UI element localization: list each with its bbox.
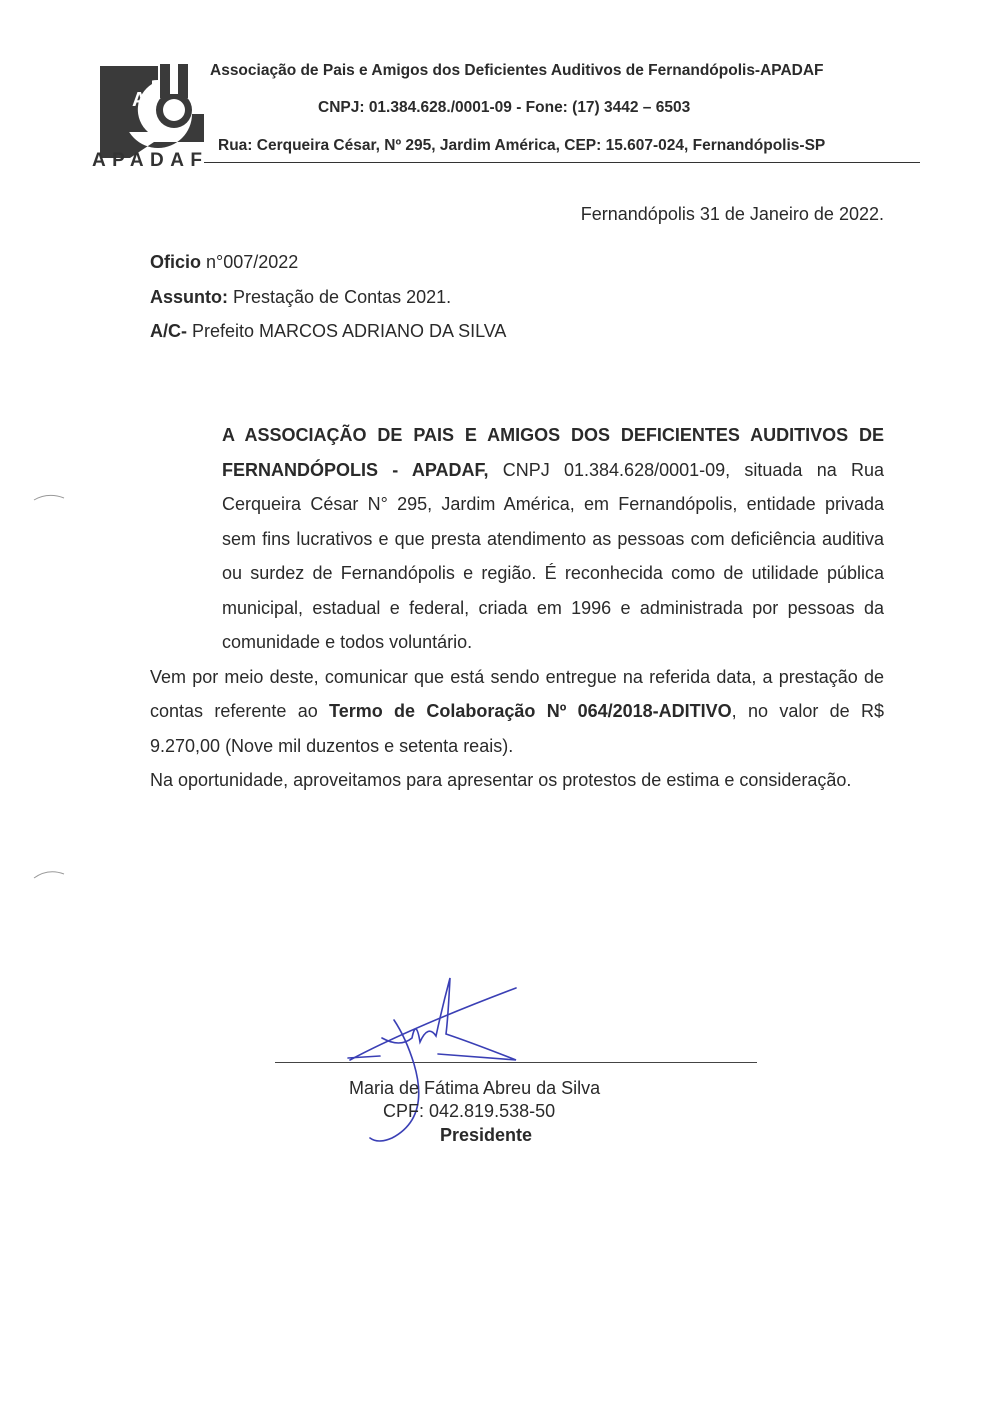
punch-mark [32, 866, 66, 880]
org-name: Associação de Pais e Amigos dos Deficientes Auditivos de Fernandópolis-APADAF [210, 62, 824, 79]
paragraph-1 [150, 418, 884, 660]
assunto-label: Assunto: [150, 287, 228, 307]
paragraph-2-text-a: Vem por meio deste, comunicar que está sendo entregue na referida data, a prestação de contas referente ao [150, 666, 884, 721]
oficio-line [150, 252, 298, 273]
assunto-value: Prestação de Contas 2021. [228, 287, 452, 307]
ac-line [150, 321, 506, 342]
paragraph-2-text-b: , no valor de R$ 9.270,00 (Nove mil duzentos e setenta reais). [150, 701, 884, 756]
paragraph-1-text: CNPJ 01.384.628/0001-09, situada na Rua Cerqueira César N° 295, Jardim América, em Fernandópolis, entidade privada sem fins lucrativos e que presta atendimento as pessoas com deficiência auditiva ou surdez de Fernandópolis e região. É reconhecida como de utilidade pública municipal, estadual e federal, criada em 1996 e administrada por pessoas da comunidade e todos voluntário. [222, 459, 884, 652]
punch-mark [32, 490, 66, 504]
signatory-role: Presidente [440, 1125, 533, 1145]
org-address: Rua: Cerqueira César, Nº 295, Jardim América, CEP: 15.607-024, Fernandópolis-SP [218, 137, 826, 154]
oficio-value: n°007/2022 [201, 252, 299, 272]
assunto-line [150, 287, 451, 308]
letter-date: Fernandópolis 31 de Janeiro de 2022. [580, 204, 884, 224]
signatory-cpf: CPF: 042.819.538-50 [383, 1101, 556, 1121]
apadaf-logo [90, 62, 204, 168]
logo-text: APADAF [92, 150, 202, 168]
oficio-label: Oficio [150, 252, 202, 272]
signatory-name: Maria de Fátima Abreu da Silva [349, 1078, 601, 1098]
paragraph-2 [150, 660, 884, 764]
org-cnpj-phone: CNPJ: 01.384.628./0001-09 - Fone: (17) 3442 – 6503 [318, 99, 691, 116]
paragraph-3: Na oportunidade, aproveitamos para apresentar os protestos de estima e consideração. [150, 770, 852, 790]
paragraph-1-bold: A ASSOCIAÇÃO DE PAIS E AMIGOS DOS DEFICIENTES AUDITIVOS DE FERNANDÓPOLIS - APADAF, [222, 425, 884, 480]
ac-label: A/C- [150, 321, 187, 341]
paragraph-2-bold: Termo de Colaboração Nº 064/2018-ADITIVO [329, 701, 732, 721]
header-divider [204, 162, 920, 163]
logo-letter: A [132, 89, 147, 111]
letter-body [150, 418, 884, 798]
ac-value: Prefeito MARCOS ADRIANO DA SILVA [187, 321, 507, 341]
